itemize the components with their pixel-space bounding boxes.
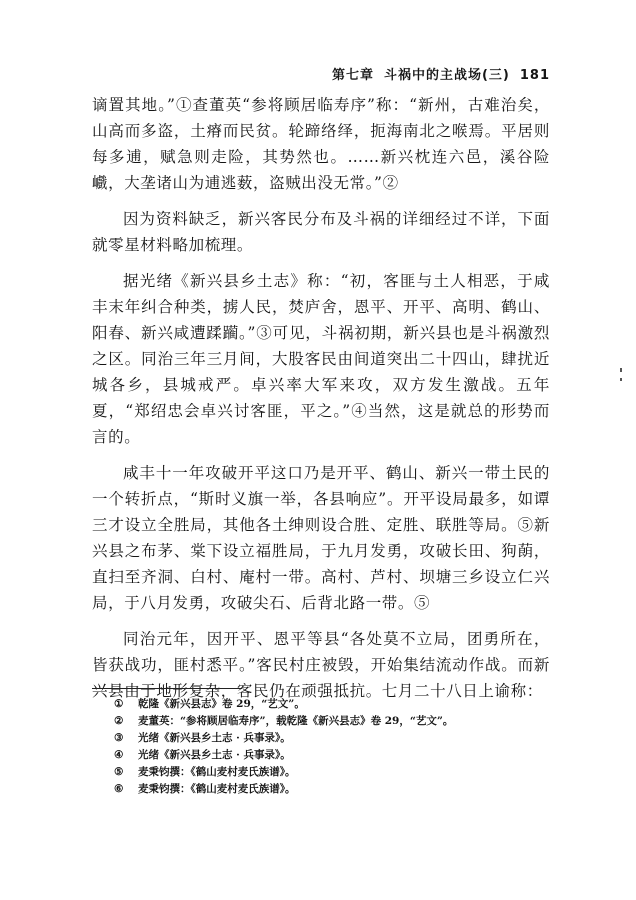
footnote-mark: ③ xyxy=(114,732,124,744)
scan-mark xyxy=(620,368,622,372)
footnote-mark: ① xyxy=(114,698,124,710)
main-text xyxy=(92,92,550,714)
paragraph: 谪置其地。”①查董英“参将顾居临寿序”称：“新州，古难治矣，山高而多盗，土瘠而民贫。轮蹄络绎，扼海南北之喉焉。平居则每多逋，赋急则走险，其势然也。……新兴枕连六邑，溪谷险巇，大垄诸山为逋逃薮，盗贼出没无常。”② xyxy=(92,96,550,192)
footnote-mark: ② xyxy=(114,715,124,727)
footnote-divider xyxy=(92,688,242,689)
page-number: 181 xyxy=(519,68,550,83)
paragraph: 因为资料缺乏，新兴客民分布及斗祸的详细经过不详，下面就零星材料略加梳理。 xyxy=(92,210,550,254)
footnote xyxy=(114,781,550,798)
paragraph: 同治元年，因开平、恩平等县“各处莫不立局，团勇所在，皆获战功，匪村悉平。”客民村庄被毁，开始集结流动作战。而新兴县由于地形复杂，客民仍在顽强抵抗。七月二十八日上谕称： xyxy=(92,630,550,700)
footnote-mark: ④ xyxy=(114,749,124,761)
scan-mark xyxy=(620,378,622,381)
footnote-text: 光绪《新兴县乡土志 · 兵事录》。 xyxy=(138,732,291,744)
footnote-text: 麦董英：“参将顾居临寿序”，载乾隆《新兴县志》卷 29，“艺文”。 xyxy=(138,715,454,727)
footnote-text: 麦秉钧撰：《鹤山麦村麦氏族谱》。 xyxy=(138,766,296,778)
footnote-text: 乾隆《新兴县志》卷 29，“艺文”。 xyxy=(138,698,305,710)
footnote xyxy=(114,730,550,747)
paragraph: 据光绪《新兴县乡土志》称：“初，客匪与土人相恶，于咸丰末年纠合种类，掳人民，焚庐舍，恩平、开平、高明、鹤山、阳春、新兴咸遭蹂躏。”③可见，斗祸初期，新兴县也是斗祸激烈之区。同治三年三月间，大股客民由间道突出二十四山，肆扰近城各乡，县城戒严。卓兴率大军来攻，双方发生激战。五年夏，“郑绍忠会卓兴讨客匪，平之。”④当然，这是就总的形势而言的。 xyxy=(92,272,550,446)
chapter-title: 斗祸中的主战场(三) xyxy=(383,68,510,83)
footnote-text: 光绪《新兴县乡土志 · 兵事录》。 xyxy=(138,749,291,761)
paragraph: 咸丰十一年攻破开平这口乃是开平、鹤山、新兴一带土民的一个转折点，“斯时义旗一举，各县响应”。开平设局最多，如谭三才设立全胜局，其他各土绅则设合胜、定胜、联胜等局。⑤新兴县之布茅、棠下设立福胜局，于九月发勇，攻破长田、狗蓢，直扫至齐洞、白村、庵村一带。高村、芦村、坝塘三乡设立仁兴局，于八月发勇，攻破尖石、后背北路一带。⑤ xyxy=(92,464,550,612)
footnote-mark: ⑥ xyxy=(114,783,124,795)
footnote xyxy=(114,764,550,781)
running-header xyxy=(300,64,550,83)
footnote xyxy=(114,713,550,730)
footnotes xyxy=(114,696,550,798)
footnote-text: 麦秉钧撰：《鹤山麦村麦氏族谱》。 xyxy=(138,783,296,795)
chapter-label: 第七章 xyxy=(331,68,374,83)
footnote-mark: ⑤ xyxy=(114,766,124,778)
footnote xyxy=(114,696,550,713)
footnote xyxy=(114,747,550,764)
